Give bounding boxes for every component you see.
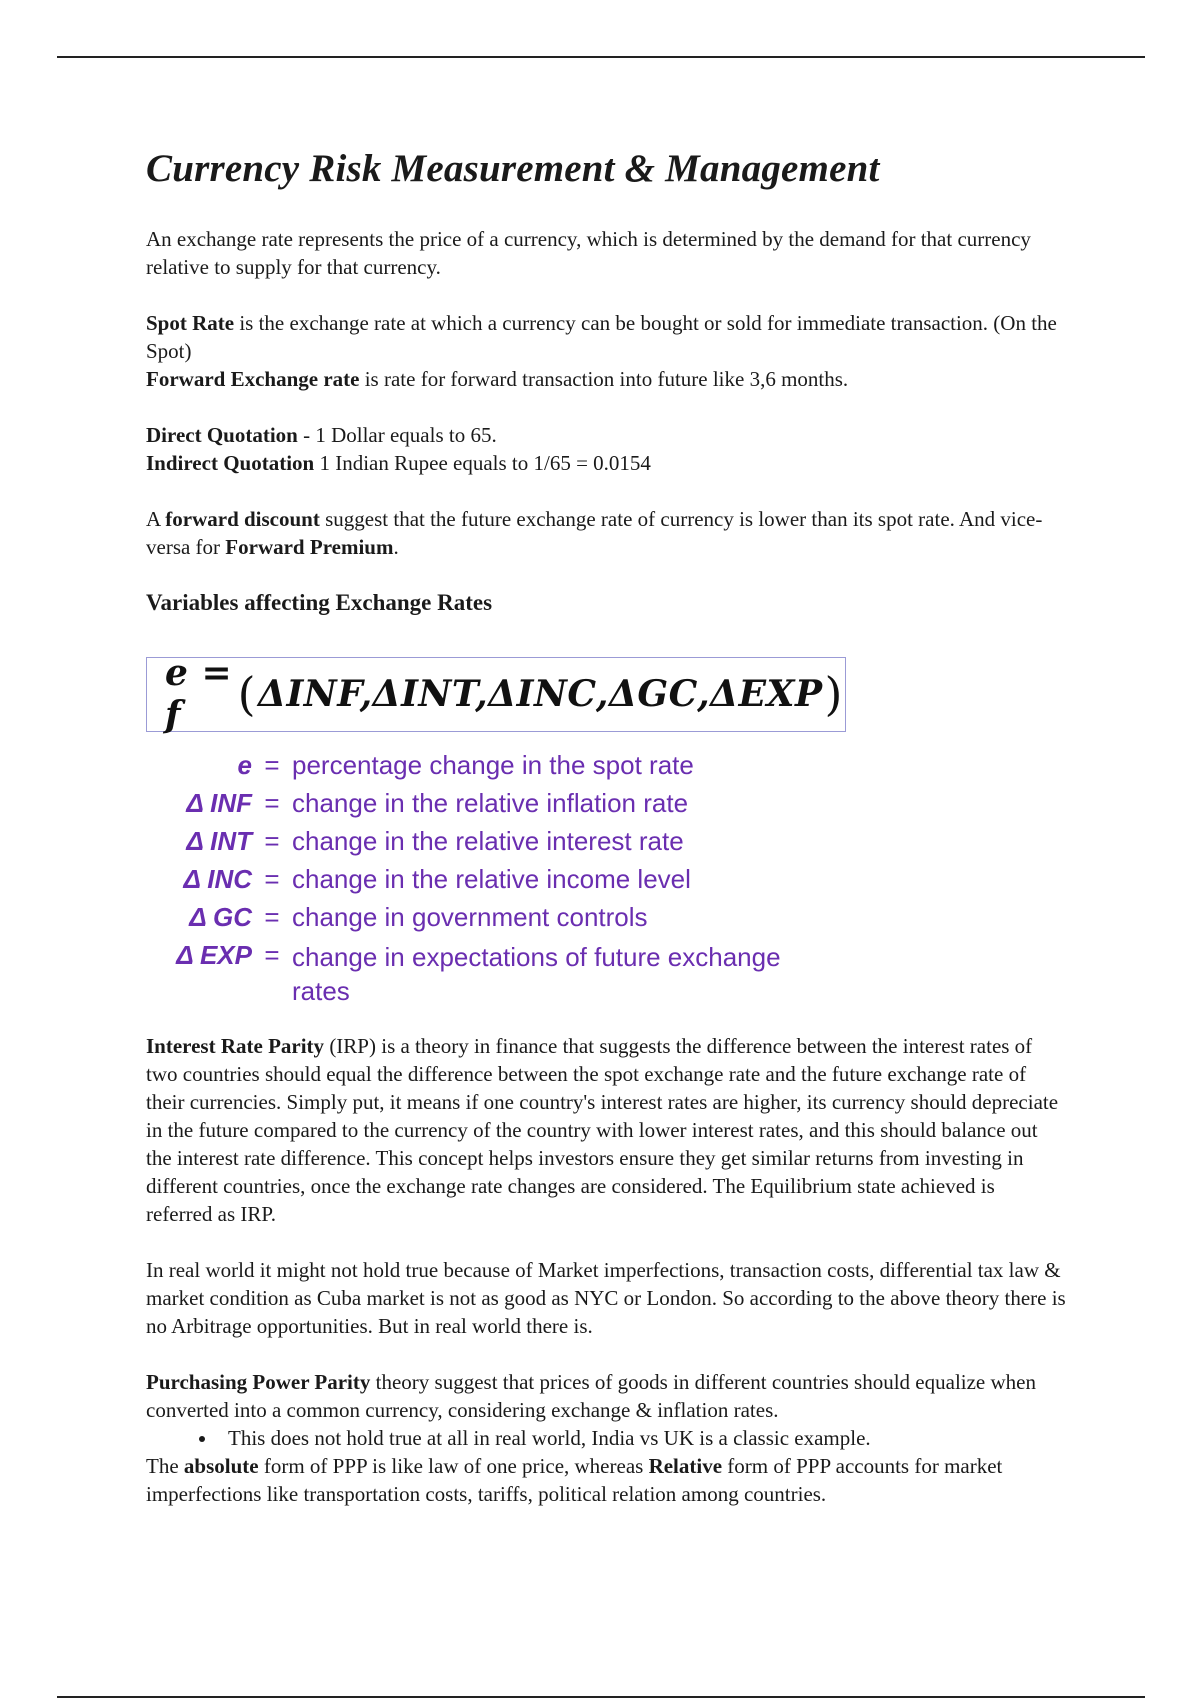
formula-legend (146, 750, 786, 1010)
real-world-paragraph: In real world it might not hold true because of Market imperfections, transaction costs, differential tax law & market condition as Cuba market is not as good as NYC or London. So according to the above theory there is no Arbitrage opportunities. But in real world there is. (146, 1257, 1066, 1338)
variables-heading: Variables affecting Exchange Rates (146, 589, 493, 615)
forward-discount-paragraph: A forward discount suggest that the future exchange rate of currency is lower than its spot rate. And vice-versa for Forward Premium. (146, 506, 1043, 559)
legend-row: Δ INT = change in the relative interest rate (186, 825, 684, 856)
document-page (146, 148, 1066, 1508)
ppp-term: Purchasing Power Parity (146, 1369, 371, 1394)
ppp-paragraph: Purchasing Power Parity theory suggest that prices of goods in different countries should equalize when converted into a common currency, considering exchange & inflation rates. (146, 1369, 1036, 1422)
intro-paragraph: An exchange rate represents the price of a currency, which is determined by the demand for that currency relative to supply for that currency. (146, 226, 1031, 279)
forward-rate-paragraph: Forward Exchange rate is rate for forward transaction into future like 3,6 months. (146, 366, 849, 391)
exchange-rate-formula: e = f ( ΔINF,ΔINT,ΔINC,ΔGC,ΔEXP ) (146, 657, 846, 732)
spot-rate-paragraph: Spot Rate is the exchange rate at which a currency can be bought or sold for immediate transaction. (On the Spot) (146, 310, 1057, 363)
direct-quotation: Direct Quotation - 1 Dollar equals to 65. (146, 422, 497, 447)
legend-row: Δ INC = change in the relative income level (183, 863, 691, 894)
forward-rate-term: Forward Exchange rate (146, 366, 360, 391)
list-item: • This does not hold true at all in real world, India vs UK is a classic example. (218, 1424, 1066, 1452)
irp-paragraph: Interest Rate Parity (IRP) is a theory in finance that suggests the difference between the interest rates of two countries should equal the difference between the spot exchange rate and the future exchange rate of their currencies. Simply put, it means if one country's interest rates are higher, its currency should depreciate in the future compared to the currency of the country with lower interest rates, and this should balance out the interest rate difference. This concept helps investors ensure they get similar returns from investing in different countries, once the exchange rate changes are considered. The Equilibrium state achieved is referred as IRP. (146, 1033, 1059, 1226)
legend-row: Δ EXP = change in expectations of future exchange rates (176, 939, 781, 1006)
ppp-bullet-list (146, 1424, 1066, 1452)
irp-term: Interest Rate Parity (146, 1033, 325, 1058)
spot-rate-term: Spot Rate (146, 310, 235, 335)
ppp-forms-paragraph: The absolute form of PPP is like law of one price, whereas Relative form of PPP accounts for market imperfections like transportation costs, tariffs, political relation among countries. (146, 1453, 1003, 1506)
legend-row: Δ INF = change in the relative inflation rate (186, 787, 689, 818)
page-title: Currency Risk Measurement & Management (146, 147, 880, 190)
indirect-quotation: Indirect Quotation 1 Indian Rupee equals to 1/65 = 0.0154 (146, 450, 651, 475)
legend-row: Δ GC = change in government controls (189, 901, 648, 932)
bottom-rule (57, 1696, 1145, 1698)
top-rule (57, 56, 1145, 58)
legend-row: e = percentage change in the spot rate (237, 749, 694, 780)
